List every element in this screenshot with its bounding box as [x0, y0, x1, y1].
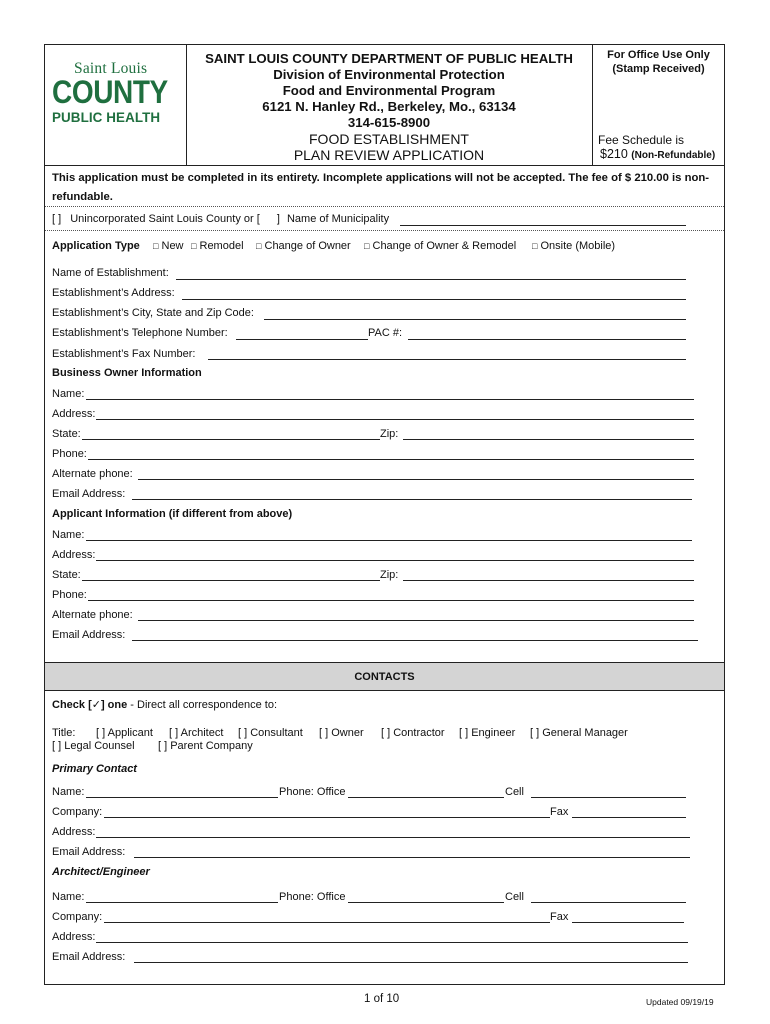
- page-number: 1 of 10: [364, 993, 400, 1005]
- owner-name-field[interactable]: [86, 399, 694, 400]
- owner-email-label: Email Address:: [52, 488, 126, 500]
- architect-company-field[interactable]: [104, 922, 550, 923]
- owner-zip-label: Zip:: [380, 428, 399, 440]
- owner-name-label: Name:: [52, 388, 85, 400]
- owner-alt-phone-label: Alternate phone:: [52, 468, 133, 480]
- title-option-contractor[interactable]: [ ] Contractor: [381, 727, 445, 739]
- title-option-general-manager[interactable]: [ ] General Manager: [530, 727, 628, 739]
- option-remodel-label: Remodel: [199, 240, 244, 252]
- establishment-phone-label: Establishment’s Telephone Number:: [52, 327, 228, 339]
- updated-date: Updated 09/19/19: [646, 997, 714, 1007]
- primary-company-field[interactable]: [104, 817, 550, 818]
- option-change-owner[interactable]: [256, 240, 351, 252]
- option-change-owner-label: Change of Owner: [264, 240, 351, 252]
- architect-phone-office-label: Phone: Office: [279, 891, 346, 903]
- check-one-bold: Check [✓] one: [52, 699, 128, 711]
- notice-rule: [45, 206, 724, 207]
- primary-cell-field[interactable]: [531, 797, 686, 798]
- owner-email-field[interactable]: [132, 499, 692, 500]
- pac-field[interactable]: [408, 339, 686, 340]
- notice-line1: This application must be completed in its entirety. Incomplete applications will not be accepted. The fee of $ 210.00 is non-: [52, 172, 710, 184]
- municipality-row: [52, 213, 389, 225]
- applicant-name-label: Name:: [52, 529, 85, 541]
- establishment-address-label: Establishment’s Address:: [52, 287, 175, 299]
- fee-amount: [600, 147, 715, 161]
- title-option-applicant[interactable]: [ ] Applicant: [96, 727, 153, 739]
- primary-name-label: Name:: [52, 786, 85, 798]
- municipality-rule: [45, 230, 724, 231]
- applicant-alt-phone-field[interactable]: [138, 620, 694, 621]
- owner-state-field[interactable]: [82, 439, 380, 440]
- architect-email-label: Email Address:: [52, 951, 126, 963]
- logo-public-health: PUBLIC HEALTH: [52, 110, 161, 125]
- applicant-zip-label: Zip:: [380, 569, 399, 581]
- onsite-checkbox-icon: □: [532, 241, 538, 251]
- applicant-phone-field[interactable]: [88, 600, 694, 601]
- office-use-label: For Office Use Only: [607, 49, 710, 61]
- application-type-label: Application Type: [52, 240, 140, 252]
- check-one-instruction: [52, 698, 277, 711]
- primary-email-label: Email Address:: [52, 846, 126, 858]
- change-owner-remodel-checkbox-icon: □: [364, 241, 370, 251]
- title-option-consultant[interactable]: [ ] Consultant: [238, 727, 303, 739]
- architect-name-field[interactable]: [86, 902, 278, 903]
- title-option-legal-counsel[interactable]: [ ] Legal Counsel: [52, 740, 135, 752]
- form-title-line2: PLAN REVIEW APPLICATION: [293, 147, 485, 163]
- option-remodel[interactable]: [191, 240, 244, 252]
- architect-company-label: Company:: [52, 911, 103, 923]
- applicant-state-label: State:: [52, 569, 81, 581]
- establishment-city-field[interactable]: [264, 319, 686, 320]
- municipality-name-field[interactable]: [400, 225, 686, 226]
- title-option-engineer[interactable]: [ ] Engineer: [459, 727, 516, 739]
- architect-name-label: Name:: [52, 891, 85, 903]
- applicant-email-label: Email Address:: [52, 629, 126, 641]
- owner-zip-field[interactable]: [403, 439, 694, 440]
- owner-address-label: Address:: [52, 408, 96, 420]
- applicant-state-field[interactable]: [82, 580, 380, 581]
- owner-address-field[interactable]: [96, 419, 694, 420]
- notice-line2: refundable.: [52, 191, 113, 203]
- title-label: Title:: [52, 727, 76, 739]
- owner-alt-phone-field[interactable]: [138, 479, 694, 480]
- remodel-checkbox-icon: □: [191, 241, 197, 251]
- logo-saint-louis: Saint Louis: [74, 60, 148, 77]
- architect-cell-label: Cell: [505, 891, 524, 903]
- unincorporated-label: Unincorporated Saint Louis County or [: [70, 213, 260, 225]
- program-name: Food and Environmental Program: [282, 83, 496, 98]
- header-bottom-rule: [45, 165, 724, 166]
- option-onsite-label: Onsite (Mobile): [540, 240, 616, 252]
- division-name: Division of Environmental Protection: [273, 67, 505, 82]
- applicant-address-field[interactable]: [96, 560, 694, 561]
- change-owner-checkbox-icon: □: [256, 241, 262, 251]
- establishment-name-label: Name of Establishment:: [52, 267, 169, 279]
- owner-phone-field[interactable]: [88, 459, 694, 460]
- fee-schedule-label: Fee Schedule is: [598, 133, 685, 147]
- applicant-alt-phone-label: Alternate phone:: [52, 609, 133, 621]
- establishment-name-field[interactable]: [176, 279, 686, 280]
- option-new[interactable]: [153, 240, 184, 252]
- title-option-architect[interactable]: [ ] Architect: [169, 727, 224, 739]
- architect-fax-label: Fax: [550, 911, 569, 923]
- architect-heading: Architect/Engineer: [52, 866, 150, 878]
- applicant-address-label: Address:: [52, 549, 96, 561]
- primary-phone-office-field[interactable]: [348, 797, 504, 798]
- dept-phone: 314-615-8900: [347, 115, 431, 130]
- primary-company-label: Company:: [52, 806, 103, 818]
- county-logo: [52, 58, 184, 130]
- owner-heading: Business Owner Information: [52, 367, 202, 379]
- primary-address-label: Address:: [52, 826, 96, 838]
- primary-address-field[interactable]: [96, 837, 690, 838]
- applicant-heading: Applicant Information (if different from above): [52, 508, 293, 520]
- fee-note: (Non-Refundable): [631, 150, 716, 161]
- option-change-owner-remodel-label: Change of Owner & Remodel: [372, 240, 517, 252]
- option-new-label: New: [161, 240, 184, 252]
- title-option-parent-company[interactable]: [ ] Parent Company: [158, 740, 253, 752]
- architect-fax-field[interactable]: [572, 922, 684, 923]
- dept-address: 6121 N. Hanley Rd., Berkeley, Mo., 63134: [262, 99, 516, 114]
- applicant-zip-field[interactable]: [403, 580, 694, 581]
- form-title-line1: FOOD ESTABLISHMENT: [309, 131, 469, 147]
- establishment-phone-field[interactable]: [236, 339, 368, 340]
- primary-contact-heading: Primary Contact: [52, 763, 137, 775]
- municipality-checkbox[interactable]: ]: [276, 213, 280, 225]
- applicant-email-field[interactable]: [132, 640, 698, 641]
- pac-label: PAC #:: [368, 327, 403, 339]
- unincorporated-checkbox[interactable]: [ ]: [52, 213, 62, 225]
- architect-cell-field[interactable]: [531, 902, 686, 903]
- primary-phone-office-label: Phone: Office: [279, 786, 346, 798]
- new-checkbox-icon: □: [153, 241, 159, 251]
- option-onsite-mobile[interactable]: [532, 240, 615, 252]
- primary-cell-label: Cell: [505, 786, 524, 798]
- title-option-owner[interactable]: [ ] Owner: [319, 727, 364, 739]
- logo-county: COUNTY: [52, 74, 168, 110]
- establishment-fax-label: Establishment’s Fax Number:: [52, 348, 196, 360]
- applicant-phone-label: Phone:: [52, 589, 87, 601]
- municipality-label: Name of Municipality: [286, 213, 390, 225]
- option-change-owner-remodel[interactable]: [364, 240, 516, 252]
- contacts-heading: CONTACTS: [354, 671, 415, 683]
- establishment-address-field[interactable]: [182, 299, 686, 300]
- check-one-rest: - Direct all correspondence to:: [127, 699, 278, 711]
- fee-amount-value: $210: [600, 147, 628, 161]
- owner-phone-label: Phone:: [52, 448, 87, 460]
- architect-address-label: Address:: [52, 931, 96, 943]
- primary-fax-label: Fax: [550, 806, 569, 818]
- applicant-name-field[interactable]: [86, 540, 692, 541]
- architect-phone-office-field[interactable]: [348, 902, 504, 903]
- establishment-fax-field[interactable]: [208, 359, 686, 360]
- dept-name: SAINT LOUIS COUNTY DEPARTMENT OF PUBLIC HEALTH: [205, 51, 573, 66]
- owner-state-label: State:: [52, 428, 81, 440]
- architect-address-field[interactable]: [96, 942, 688, 943]
- stamp-received-label: (Stamp Received): [612, 63, 705, 75]
- primary-fax-field[interactable]: [572, 817, 686, 818]
- establishment-city-label: Establishment’s City, State and Zip Code:: [52, 307, 254, 319]
- primary-name-field[interactable]: [86, 797, 278, 798]
- architect-email-field[interactable]: [134, 962, 688, 963]
- primary-email-field[interactable]: [134, 857, 690, 858]
